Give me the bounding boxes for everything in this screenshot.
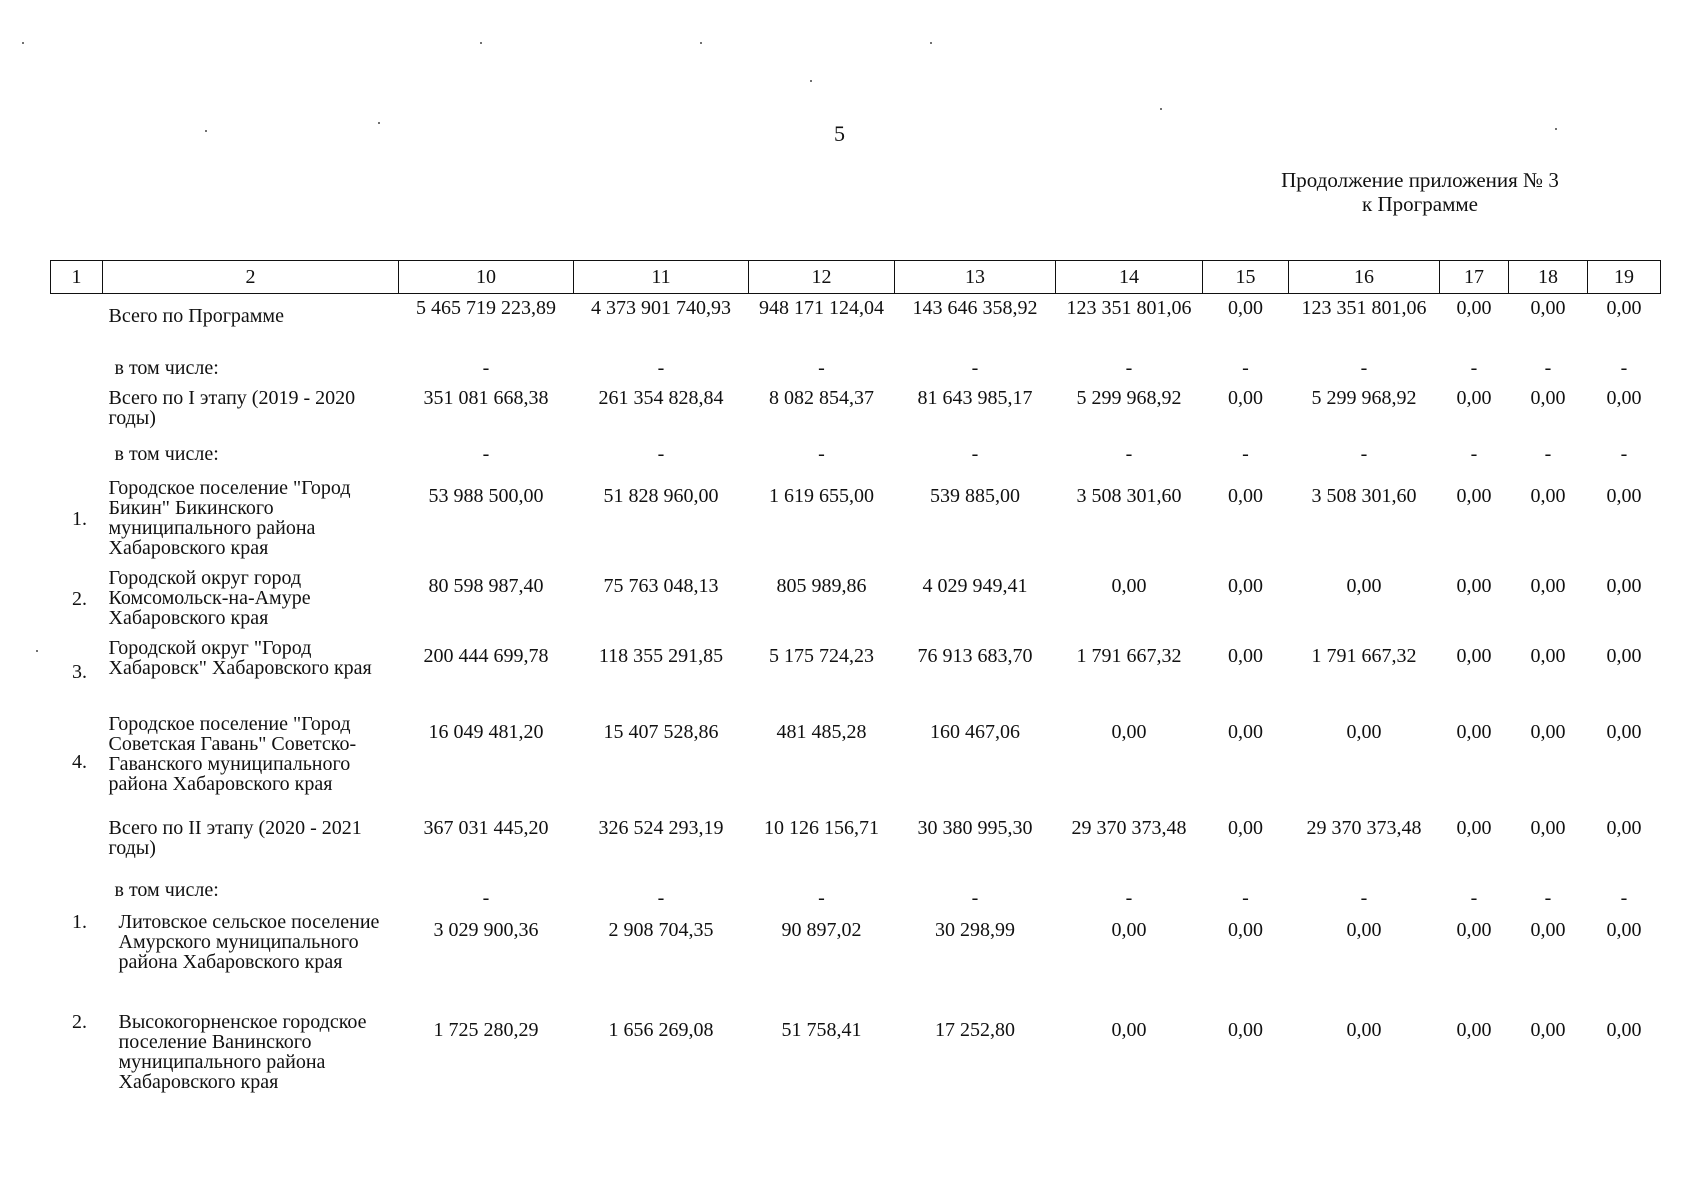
row-number: 2. xyxy=(72,587,87,610)
scan-speck xyxy=(930,42,932,44)
row-number: 1. xyxy=(72,507,87,530)
cell-value: - xyxy=(657,442,665,465)
table-row xyxy=(51,294,1661,354)
cell-value: 0,00 xyxy=(1530,297,1566,319)
cell-value: 0,00 xyxy=(1456,484,1492,507)
cell-value: 5 299 968,92 xyxy=(1311,386,1417,409)
cell-value: - xyxy=(1544,442,1552,465)
cell-value: - xyxy=(1470,356,1478,379)
table-row xyxy=(51,634,1661,710)
column-header: 19 xyxy=(1588,261,1661,294)
column-header: 13 xyxy=(895,261,1056,294)
cell-value: 160 467,06 xyxy=(930,720,1020,743)
cell-value: 16 049 481,20 xyxy=(428,720,544,743)
table-row xyxy=(51,564,1661,634)
cell-value: 5 175 724,23 xyxy=(769,644,874,667)
row-label: Всего по I этапу (2019 - 2020 годы) xyxy=(108,386,356,429)
row-number xyxy=(51,294,103,354)
cell-value: 0,00 xyxy=(1111,574,1147,597)
cell-value: 51 828 960,00 xyxy=(603,484,719,507)
cell-value: 481 485,28 xyxy=(776,720,867,743)
scan-speck xyxy=(36,650,38,652)
cell-value: - xyxy=(1360,356,1368,379)
cell-value: - xyxy=(482,886,490,909)
cell-value: 0,00 xyxy=(1606,297,1642,319)
row-number xyxy=(51,814,103,876)
cell-value: - xyxy=(657,886,665,909)
cell-value: 30 298,99 xyxy=(935,918,1015,941)
cell-value: - xyxy=(1125,442,1133,465)
cell-value: 326 524 293,19 xyxy=(598,816,724,839)
cell-value: 0,00 xyxy=(1456,720,1492,743)
cell-value: 1 791 667,32 xyxy=(1311,644,1417,667)
cell-value: 1 791 667,32 xyxy=(1076,644,1182,667)
table-row xyxy=(51,876,1661,908)
cell-value: 0,00 xyxy=(1228,484,1263,507)
cell-value: 0,00 xyxy=(1606,386,1642,409)
row-number: 3. xyxy=(72,660,87,683)
column-header: 10 xyxy=(399,261,574,294)
cell-value: - xyxy=(1242,886,1249,909)
cell-value: 123 351 801,06 xyxy=(1301,297,1427,319)
cell-value: 0,00 xyxy=(1530,1018,1566,1041)
table-row xyxy=(51,440,1661,474)
cell-value: - xyxy=(971,356,979,379)
cell-value: 0,00 xyxy=(1530,816,1566,839)
column-header: 1 xyxy=(51,261,103,294)
cell-value: 0,00 xyxy=(1111,1018,1147,1041)
cell-value: 0,00 xyxy=(1606,720,1642,743)
cell-value: 0,00 xyxy=(1606,574,1642,597)
scan-speck xyxy=(480,42,482,44)
cell-value: 351 081 668,38 xyxy=(423,386,549,409)
column-header: 17 xyxy=(1440,261,1509,294)
row-label: Городской округ "Город Хабаровск" Хабаровского края xyxy=(108,636,372,679)
row-label: в том числе: xyxy=(114,878,219,901)
cell-value: - xyxy=(818,886,825,909)
cell-value: 0,00 xyxy=(1530,918,1566,941)
cell-value: 143 646 358,92 xyxy=(912,297,1038,319)
row-number xyxy=(51,384,103,440)
table-row xyxy=(51,384,1661,440)
row-label: Всего по II этапу (2020 - 2021 годы) xyxy=(108,816,362,859)
cell-value: 0,00 xyxy=(1530,484,1566,507)
cell-value: 0,00 xyxy=(1228,644,1263,667)
row-number xyxy=(51,876,103,908)
table-row xyxy=(51,814,1661,876)
cell-value: 10 126 156,71 xyxy=(764,816,879,839)
cell-value: 0,00 xyxy=(1606,644,1642,667)
cell-value: 30 380 995,30 xyxy=(917,816,1033,839)
cell-value: 80 598 987,40 xyxy=(428,574,544,597)
cell-value: 0,00 xyxy=(1530,386,1566,409)
cell-value: 2 908 704,35 xyxy=(608,918,714,941)
cell-value: 76 913 683,70 xyxy=(917,644,1033,667)
row-number: 4. xyxy=(72,750,87,773)
cell-value: 0,00 xyxy=(1456,918,1492,941)
cell-value: 53 988 500,00 xyxy=(428,484,544,507)
cell-value: 51 758,41 xyxy=(781,1018,862,1041)
appendix-note-line-2: к Программе xyxy=(1362,192,1478,216)
cell-value: 0,00 xyxy=(1228,386,1263,409)
cell-value: 0,00 xyxy=(1111,918,1147,941)
row-number xyxy=(51,354,103,384)
cell-value: 1 619 655,00 xyxy=(769,484,874,507)
scan-speck xyxy=(378,122,380,124)
column-header: 15 xyxy=(1203,261,1289,294)
cell-value: - xyxy=(1360,886,1368,909)
cell-value: - xyxy=(1125,356,1133,379)
cell-value: 5 465 719 223,89 xyxy=(416,297,556,319)
appendix-note-line-1: Продолжение приложения № 3 xyxy=(1281,168,1559,192)
cell-value: 0,00 xyxy=(1228,1018,1263,1041)
budget-table xyxy=(50,260,1661,1104)
row-label: в том числе: xyxy=(114,356,219,379)
cell-value: 0,00 xyxy=(1456,574,1492,597)
cell-value: 0,00 xyxy=(1606,484,1642,507)
row-label: в том числе: xyxy=(114,442,219,465)
page-number: 5 xyxy=(834,121,845,146)
cell-value: 0,00 xyxy=(1228,297,1263,319)
cell-value: 200 444 699,78 xyxy=(423,644,549,667)
column-header: 16 xyxy=(1289,261,1440,294)
cell-value: 0,00 xyxy=(1456,1018,1492,1041)
cell-value: - xyxy=(818,442,825,465)
cell-value: - xyxy=(1620,356,1628,379)
column-header: 11 xyxy=(574,261,749,294)
table-row xyxy=(51,908,1661,1008)
scan-speck xyxy=(700,42,702,44)
cell-value: 0,00 xyxy=(1456,816,1492,839)
cell-value: - xyxy=(971,442,979,465)
cell-value: - xyxy=(1620,886,1628,909)
cell-value: 29 370 373,48 xyxy=(1071,816,1187,839)
table-row xyxy=(51,1008,1661,1104)
row-label: Высокогорненское городское поселение Ванинского муниципального района Хабаровского края xyxy=(118,1010,367,1093)
cell-value: 0,00 xyxy=(1346,918,1382,941)
cell-value: 0,00 xyxy=(1606,1018,1642,1041)
cell-value: 0,00 xyxy=(1228,720,1263,743)
cell-value: 3 508 301,60 xyxy=(1311,484,1417,507)
row-label: Литовское сельское поселение Амурского муниципального района Хабаровского края xyxy=(118,910,380,973)
cell-value: 5 299 968,92 xyxy=(1076,386,1182,409)
cell-value: 0,00 xyxy=(1346,574,1382,597)
cell-value: - xyxy=(1544,356,1552,379)
cell-value: - xyxy=(1242,442,1249,465)
scan-speck xyxy=(205,130,207,132)
cell-value: 0,00 xyxy=(1228,816,1263,839)
appendix-note xyxy=(1240,168,1600,216)
scan-speck xyxy=(810,80,812,82)
column-header: 12 xyxy=(749,261,895,294)
cell-value: 805 989,86 xyxy=(776,574,867,597)
cell-value: 1 656 269,08 xyxy=(608,1018,714,1041)
cell-value: 0,00 xyxy=(1228,918,1263,941)
cell-value: 0,00 xyxy=(1346,720,1382,743)
row-label: Городское поселение "Город Советская Гавань" Советско-Гаванского муниципального района Хабаровского края xyxy=(108,712,357,795)
cell-value: 118 355 291,85 xyxy=(598,644,724,667)
cell-value: - xyxy=(657,356,665,379)
cell-value: 0,00 xyxy=(1530,644,1566,667)
cell-value: - xyxy=(1620,442,1628,465)
cell-value: 17 252,80 xyxy=(935,1018,1015,1041)
cell-value: 81 643 985,17 xyxy=(917,386,1033,409)
cell-value: 0,00 xyxy=(1530,574,1566,597)
column-header: 2 xyxy=(103,261,399,294)
row-label: Городское поселение "Город Бикин" Бикинского муниципального района Хабаровского края xyxy=(108,476,351,559)
cell-value: 75 763 048,13 xyxy=(603,574,719,597)
cell-value: - xyxy=(1470,886,1478,909)
cell-value: - xyxy=(1125,886,1133,909)
cell-value: 8 082 854,37 xyxy=(769,386,874,409)
cell-value: 3 508 301,60 xyxy=(1076,484,1182,507)
table-header-row xyxy=(51,261,1661,294)
table-row xyxy=(51,354,1661,384)
column-header: 14 xyxy=(1056,261,1203,294)
cell-value: - xyxy=(1242,356,1249,379)
cell-value: 367 031 445,20 xyxy=(423,816,549,839)
cell-value: 0,00 xyxy=(1456,644,1492,667)
cell-value: - xyxy=(1470,442,1478,465)
scan-speck xyxy=(22,42,24,44)
cell-value: 15 407 528,86 xyxy=(603,720,719,743)
cell-value: - xyxy=(971,886,979,909)
row-number: 1. xyxy=(72,910,87,933)
row-number: 2. xyxy=(72,1010,87,1033)
cell-value: 0,00 xyxy=(1228,574,1263,597)
cell-value: 29 370 373,48 xyxy=(1306,816,1422,839)
cell-value: - xyxy=(1544,886,1552,909)
table-row xyxy=(51,474,1661,564)
cell-value: 90 897,02 xyxy=(781,918,862,941)
table-row xyxy=(51,710,1661,814)
cell-value: 948 171 124,04 xyxy=(759,297,884,319)
scan-speck xyxy=(1555,128,1557,130)
cell-value: 1 725 280,29 xyxy=(433,1018,539,1041)
cell-value: 539 885,00 xyxy=(930,484,1020,507)
cell-value: 0,00 xyxy=(1530,720,1566,743)
cell-value: 4 029 949,41 xyxy=(922,574,1028,597)
cell-value: - xyxy=(482,356,490,379)
cell-value: 4 373 901 740,93 xyxy=(591,297,731,319)
row-number xyxy=(51,440,103,474)
cell-value: - xyxy=(482,442,490,465)
cell-value: 0,00 xyxy=(1456,386,1492,409)
cell-value: 261 354 828,84 xyxy=(598,386,724,409)
cell-value: 3 029 900,36 xyxy=(433,918,539,941)
cell-value: - xyxy=(1360,442,1368,465)
cell-value: 123 351 801,06 xyxy=(1066,297,1192,319)
column-header: 18 xyxy=(1509,261,1588,294)
row-label: Всего по Программе xyxy=(108,305,284,327)
cell-value: 0,00 xyxy=(1606,816,1642,839)
scan-speck xyxy=(1160,108,1162,110)
cell-value: - xyxy=(818,356,825,379)
cell-value: 0,00 xyxy=(1346,1018,1382,1041)
cell-value: 0,00 xyxy=(1111,720,1147,743)
cell-value: 0,00 xyxy=(1456,297,1492,319)
cell-value: 0,00 xyxy=(1606,918,1642,941)
row-label: Городской округ город Комсомольск-на-Амуре Хабаровского края xyxy=(108,566,311,629)
